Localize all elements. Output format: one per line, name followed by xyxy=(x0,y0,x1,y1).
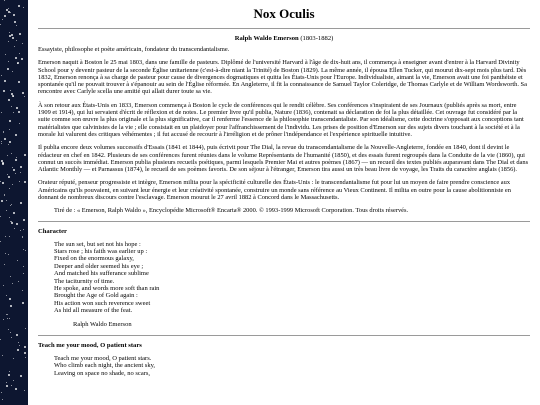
star-decoration xyxy=(11,34,13,36)
star-decoration xyxy=(9,236,10,237)
star-decoration xyxy=(11,337,12,338)
star-decoration xyxy=(9,298,11,300)
article-paragraph: À son retour aux États-Unis en 1833, Emerson commença à Boston le cycle de conférences qui le rendit célèbre. Ses conférences s'inspiraient de ses Journaux (publiés après sa mort, entre 1909 et 1914), qui lui servaient d'écrit de réflexion et de notes. Le premier livre qu'il publia, Nature (1836), contenait sa déclaration de foi la plus détaillée. Cet ouvrage fut considéré par la suite comme son œuvre la plus originale et la plus significative, car il renferme l'essence de la philosophie transcendantaliste. Par son idéalisme, cette doctrine s'opposait aux conceptions tant matérialistes que calvinistes de la vie ; elle consistait en un plaidoyer pour l'affranchissement de l'individu. Les prises de position d'Emerson sur des sujets divers touchant à la société et à la morale lui valurent des critiques véhémentes ; il fut accusé de recourir à l'irréligion et de prôner l'indépendance et l'expérience spirituelle intuitive. xyxy=(38,101,524,138)
star-decoration xyxy=(19,53,20,54)
star-decoration xyxy=(5,54,6,55)
star-decoration xyxy=(0,181,1,182)
article-citation: Tiré de : « Emerson, Ralph Waldo », Encyclopédie Microsoft® Encarta® 2000. © 1993-1999 Microsoft Corporation. Tous droits réservés. xyxy=(54,207,409,215)
star-decoration xyxy=(10,205,11,206)
star-decoration xyxy=(20,375,22,377)
poem-author: Ralph Waldo Emerson xyxy=(73,320,132,328)
star-decoration xyxy=(1,200,3,202)
star-decoration xyxy=(16,334,18,336)
poem-line: Deeper and older seemed his eye ; xyxy=(54,262,144,270)
star-decoration xyxy=(4,0,5,1)
subject-dates: (1803-1882) xyxy=(300,35,334,42)
star-decoration xyxy=(10,12,11,13)
star-decoration xyxy=(20,172,21,173)
poem-line: Teach me your mood, O patient stars. xyxy=(54,354,152,362)
poem-body xyxy=(54,355,530,377)
poem-title: Teach me your mood, O patient stars xyxy=(38,341,142,349)
star-decoration xyxy=(23,229,24,230)
star-decoration xyxy=(16,223,18,225)
star-decoration xyxy=(14,228,15,229)
divider xyxy=(38,221,530,222)
star-decoration xyxy=(24,346,26,348)
star-decoration xyxy=(10,276,11,277)
star-decoration xyxy=(16,40,17,41)
star-decoration xyxy=(6,295,7,296)
star-decoration xyxy=(22,236,23,237)
star-decoration xyxy=(13,14,15,16)
star-decoration xyxy=(13,212,15,214)
star-decoration xyxy=(24,352,26,354)
poem-line: Brought the Age of Gold again : xyxy=(54,292,138,300)
star-decoration xyxy=(16,25,17,26)
star-decoration xyxy=(21,58,23,60)
star-decoration xyxy=(13,112,14,113)
poem-title: Character xyxy=(38,227,67,235)
star-decoration xyxy=(19,181,20,182)
star-decoration xyxy=(1,112,2,113)
star-decoration xyxy=(1,75,2,76)
star-decoration xyxy=(10,305,12,307)
star-decoration xyxy=(8,41,9,42)
star-decoration xyxy=(23,249,24,250)
star-decoration xyxy=(9,141,11,143)
star-decoration xyxy=(4,80,6,82)
star-decoration xyxy=(6,314,7,315)
star-decoration xyxy=(2,19,3,20)
star-decoration xyxy=(4,138,6,140)
star-decoration xyxy=(4,15,6,17)
star-decoration xyxy=(24,390,25,391)
star-decoration xyxy=(13,358,14,359)
star-decoration xyxy=(18,342,19,343)
article-paragraph: Il publia encore deux volumes successifs d'Essais (1841 et 1844), puis écrivit pour The Dial, la revue du transcendantalisme de la Nouvelle-Angleterre, fondée en 1840, dont il devint le rédacteur en chef en 1842. Plusieurs de ses conférences furent réunies dans le volume Représentants de l'humanité (1850), et des essais furent regroupés dans la Conduite de la vie (1860), qui connut un succès immédiat. Emerson publia plusieurs recueils poétiques, parmi lesquels Premier Mai et autres poèmes (1867) — un recueil des textes publiés auparavant dans The Dial et dans Atlantic Monthly — et Parnassus (1874), le recueil de ses poèmes favoris. De son séjour à l'étranger, Emerson tira aussi un très beau livre de voyage, les Traits du caractère anglais (1856). xyxy=(38,144,529,174)
subject-name: Ralph Waldo Emerson xyxy=(234,35,299,42)
star-decoration xyxy=(8,329,9,330)
page-title: Nox Oculis xyxy=(253,6,315,21)
poem-line: His action won such reverence sweet xyxy=(54,299,151,307)
star-decoration xyxy=(25,250,26,251)
star-decoration xyxy=(2,355,3,356)
star-decoration xyxy=(15,173,16,174)
star-decoration xyxy=(13,380,14,381)
star-decoration xyxy=(9,32,10,33)
poem-body xyxy=(54,241,530,315)
star-decoration xyxy=(11,221,12,222)
poem-line: As hid all measure of the feat. xyxy=(54,307,133,315)
star-decoration xyxy=(3,319,4,320)
star-decoration xyxy=(1,160,3,162)
star-decoration xyxy=(5,253,6,254)
star-decoration xyxy=(20,230,21,231)
starfield-border xyxy=(0,0,28,405)
star-decoration xyxy=(6,385,8,387)
star-decoration xyxy=(3,90,5,92)
star-decoration xyxy=(18,81,20,83)
divider xyxy=(38,28,530,29)
star-decoration xyxy=(6,210,7,211)
star-decoration xyxy=(0,216,1,217)
star-decoration xyxy=(18,5,20,7)
star-decoration xyxy=(14,46,15,47)
star-decoration xyxy=(11,106,12,107)
star-decoration xyxy=(20,166,22,168)
poem-line: And matched his sufferance sublime xyxy=(54,270,149,278)
star-decoration xyxy=(12,167,13,168)
star-decoration xyxy=(24,96,25,97)
star-decoration xyxy=(22,92,24,94)
star-decoration xyxy=(8,11,10,13)
star-decoration xyxy=(7,314,8,315)
star-decoration xyxy=(1,141,2,142)
star-decoration xyxy=(17,349,19,351)
star-decoration xyxy=(1,143,2,144)
star-decoration xyxy=(12,37,14,39)
star-decoration xyxy=(14,21,16,23)
star-decoration xyxy=(23,266,24,267)
star-decoration xyxy=(23,219,25,221)
poem-line: The taciturnity of time. xyxy=(54,277,115,285)
star-decoration xyxy=(7,174,8,175)
star-decoration xyxy=(9,371,10,372)
star-decoration xyxy=(0,241,1,242)
star-decoration xyxy=(8,254,9,255)
poem-line: He spoke, and words more soft than rain xyxy=(54,285,160,293)
star-decoration xyxy=(1,392,2,393)
star-decoration xyxy=(23,273,24,274)
star-decoration xyxy=(15,134,17,136)
star-decoration xyxy=(9,129,10,130)
star-decoration xyxy=(8,8,9,9)
star-decoration xyxy=(3,285,4,286)
star-decoration xyxy=(0,24,1,25)
star-decoration xyxy=(25,328,26,329)
star-decoration xyxy=(9,188,10,189)
star-decoration xyxy=(7,68,9,70)
star-decoration xyxy=(15,388,17,390)
star-decoration xyxy=(8,144,9,145)
star-decoration xyxy=(8,374,10,376)
star-decoration xyxy=(11,385,12,386)
star-decoration xyxy=(4,194,5,195)
poem-line: Stars rose ; his faith was earlier up : xyxy=(54,248,148,256)
star-decoration xyxy=(11,222,13,224)
star-decoration xyxy=(18,281,19,282)
poem-line: Fixed on the enormous galaxy, xyxy=(54,255,134,263)
star-decoration xyxy=(0,339,1,340)
star-decoration xyxy=(9,217,10,218)
star-decoration xyxy=(24,154,26,156)
star-decoration xyxy=(18,111,20,113)
star-decoration xyxy=(9,120,11,122)
star-decoration xyxy=(22,302,24,304)
star-decoration xyxy=(9,318,10,319)
star-decoration xyxy=(11,153,12,154)
star-decoration xyxy=(10,332,11,333)
star-decoration xyxy=(2,182,4,184)
star-decoration xyxy=(2,399,3,400)
star-decoration xyxy=(22,290,23,291)
star-decoration xyxy=(5,236,6,237)
divider xyxy=(38,335,530,336)
star-decoration xyxy=(24,181,26,183)
star-decoration xyxy=(6,200,7,201)
star-decoration xyxy=(7,318,8,319)
star-decoration xyxy=(10,90,11,91)
poem-line: The sun set, but set not his hope : xyxy=(54,240,141,248)
star-decoration xyxy=(25,357,26,358)
star-decoration xyxy=(22,43,23,44)
article-paragraph: Emerson naquit à Boston le 25 mai 1803, dans une famille de pasteurs. Diplômé de l'université Harvard à l'âge de dix-huit ans, il commença à enseigner avant d'entrer à la Harvard Divinity School pour y devenir pasteur de la seconde Église unitarienne (c'est-à-dire niant la Trinité) de Boston (1829). La même année, il épousa Ellen Tucker, qui mourut dix-sept mois plus tard. Dès 1832, Emerson renonça à sa charge de pasteur pour cause de divergences dogmatiques et quitta les États-Unis pour l'Europe. Individualiste, aimant la vie, Emerson avait une foi panthéiste et spontanée qu'il ne pouvait trouver à s'épanouir au sein de l'Église réformée. En Angleterre, il fit la connaissance de Samuel Taylor Coleridge, de Thomas Carlyle et de William Wordsworth. Sa rencontre avec Carlyle scella une amitié qui allait durer toute sa vie. xyxy=(38,59,527,96)
star-decoration xyxy=(15,57,17,59)
star-decoration xyxy=(13,169,15,171)
star-decoration xyxy=(11,204,12,205)
star-decoration xyxy=(19,123,20,124)
star-decoration xyxy=(15,159,17,161)
article-paragraph: Orateur réputé, penseur progressiste et intègre, Emerson milita pour la spécificité culturelle des États-Unis : le transcendantalisme fut pour lui un moyen de faire prendre conscience aux Américains qu'ils pouvaient, en suivant leur énergie et leur créativité spontanée, construire un monde sans référence au Vieux Continent. Il milita en outre pour la cause abolitionniste en donnant de nombreux discours contre l'esclavage. Emerson mourut le 27 avril 1882 à Concord dans le Massachusetts. xyxy=(38,179,511,202)
star-decoration xyxy=(22,237,23,238)
star-decoration xyxy=(8,99,10,101)
star-decoration xyxy=(2,163,4,165)
star-decoration xyxy=(7,155,8,156)
article-summary: Essayiste, philosophe et poète américain, fondateur du transcendantalisme. xyxy=(38,46,230,53)
star-decoration xyxy=(4,264,5,265)
poem-line: Leaving on space no shade, no scars, xyxy=(54,369,151,377)
article-subject xyxy=(38,35,530,42)
star-decoration xyxy=(12,71,13,72)
star-decoration xyxy=(19,345,20,346)
star-decoration xyxy=(19,33,21,35)
star-decoration xyxy=(12,184,13,185)
star-decoration xyxy=(16,107,18,109)
star-decoration xyxy=(16,157,17,158)
star-decoration xyxy=(20,202,22,204)
star-decoration xyxy=(23,7,24,8)
star-decoration xyxy=(3,132,4,133)
star-decoration xyxy=(12,283,13,284)
page-content xyxy=(28,0,540,405)
star-decoration xyxy=(13,96,14,97)
star-decoration xyxy=(17,260,18,261)
star-decoration xyxy=(4,195,5,196)
star-decoration xyxy=(6,382,7,383)
poem-line: Who climb each night, the ancient sky, xyxy=(54,362,156,370)
star-decoration xyxy=(17,62,19,64)
star-decoration xyxy=(8,61,9,62)
star-decoration xyxy=(8,176,10,178)
